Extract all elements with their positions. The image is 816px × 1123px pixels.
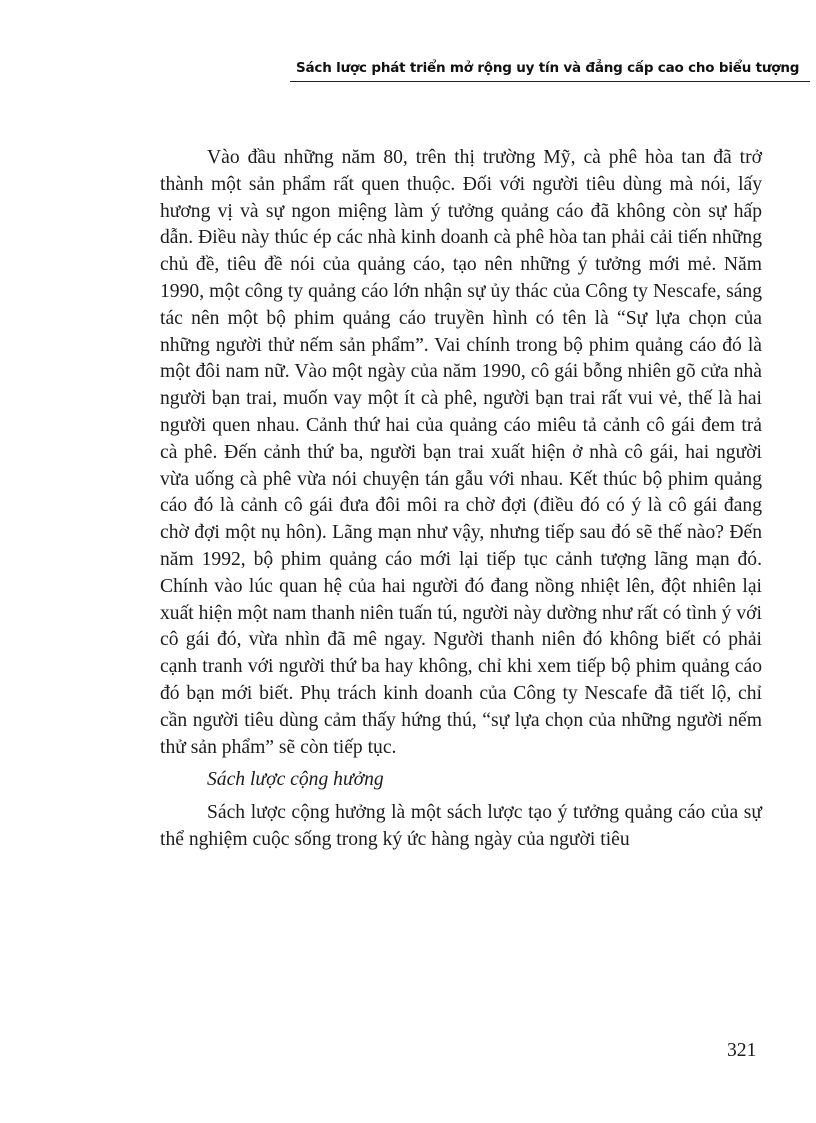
page-number: 321 bbox=[727, 1040, 757, 1061]
header-divider bbox=[290, 81, 810, 82]
section-heading: Sách lược cộng hưởng bbox=[207, 769, 384, 791]
body-paragraph: Sách lược cộng hưởng là một sách lược tạo ý tưởng quảng cáo của sự thể nghiệm cuộc sống trong ký ức hàng ngày của người tiêu bbox=[160, 802, 762, 850]
body-paragraph: Vào đầu những năm 80, trên thị trường Mỹ, cà phê hòa tan đã trở thành một sản phẩm rất quen thuộc. Đối với người tiêu dùng mà nói, lấy hương vị và sự ngon miệng làm ý tưởng quảng cáo đã không còn sự hấp dẫn. Điều này thúc ép các nhà kinh doanh cà phê hòa tan phải cải tiến những chủ đề, tiêu đề nói của quảng cáo, tạo nên những ý tưởng mới mẻ. Năm 1990, một công ty quảng cáo lớn nhận sự ủy thác của Công ty Nescafe, sáng tác nên một bộ phim quảng cáo truyền hình có tên là “Sự lựa chọn của những người thử nếm sản phẩm”. Vai chính trong bộ phim quảng cáo đó là một đôi nam nữ. Vào một ngày của năm 1990, cô gái bỗng nhiên gõ cửa nhà người bạn trai, muốn vay một ít cà phê, người bạn trai rất vui vẻ, thế là hai người quen nhau. Cảnh thứ hai của quảng cáo miêu tả cảnh cô gái đem trả cà phê. Đến cảnh thứ ba, người bạn trai xuất hiện ở nhà cô gái, hai người vừa uống cà phê vừa nói chuyện tán gẫu với nhau. Kết thúc bộ phim quảng cáo đó là cảnh cô gái đưa đôi môi ra chờ đợi (điều đó có ý là cô gái đang chờ đợi một nụ hôn). Lãng mạn như vậy, nhưng tiếp sau đó sẽ thế nào? Đến năm 1992, bộ phim quảng cáo mới lại tiếp tục cảnh tượng lãng mạn đó. Chính vào lúc quan hệ của hai người đó đang nồng nhiệt lên, đột nhiên lại xuất hiện một nam thanh niên tuấn tú, người này dường như rất có tình ý với cô gái đó, vừa nhìn đã mê ngay. Người thanh niên đó không biết có phải cạnh tranh với người thứ ba hay không, chỉ khi xem tiếp bộ phim quảng cáo đó bạn mới biết. Phụ trách kinh doanh của Công ty Nescafe đã tiết lộ, chỉ cần người tiêu dùng cảm thấy hứng thú, “sự lựa chọn của những người nếm thử sản phẩm” sẽ còn tiếp tục. bbox=[160, 147, 762, 758]
page-body bbox=[160, 145, 762, 854]
running-header-title: Sách lược phát triển mở rộng uy tín và đẳng cấp cao cho biểu tượng bbox=[296, 60, 800, 76]
